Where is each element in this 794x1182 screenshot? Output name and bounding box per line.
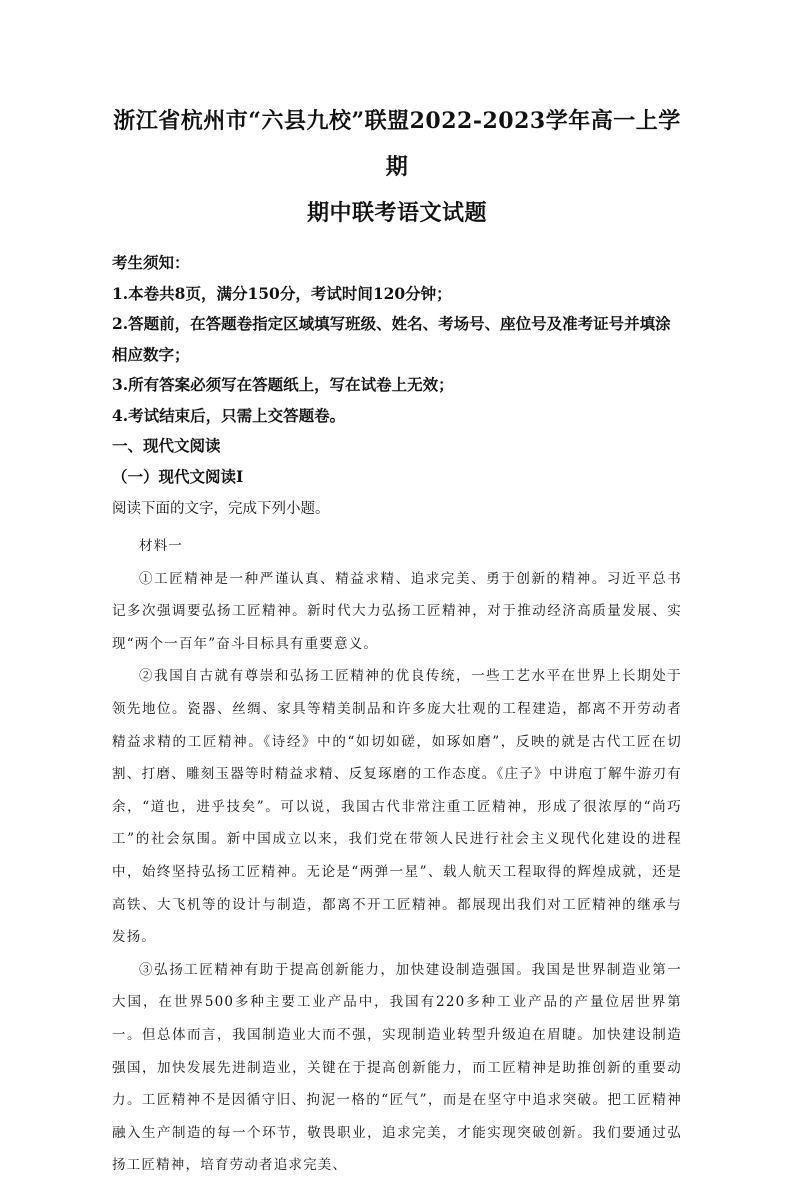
document-title — [112, 0, 682, 236]
passage-paragraph: ①工匠精神是一种严谨认真、精益求精、追求完美、勇于创新的精神。习近平总书记多次强调要弘扬工匠精神。新时代大力弘扬工匠精神，对于推动经济高质量发展、实现“两个一百年”奋斗目标具有重要意义。 — [112, 570, 682, 652]
passage-paragraph: ②我国自古就有尊崇和弘扬工匠精神的优良传统，一些工艺水平在世界上长期处于领先地位。瓷器、丝绸、家具等精美制品和许多庞大壮观的工程建造，都离不开劳动者精益求精的工匠精神。《诗经》中的“如切如磋，如琢如磨”，反映的就是古代工匠在切割、打磨、雕刻玉器等时精益求精、反复琢磨的工作态度。《庄子》中讲庖丁解牛游刃有余，“道也，进乎技矣”。可以说，我国古代非常注重工匠精神，形成了很浓厚的“尚巧工”的社会氛围。新中国成立以来，我们党在带领人民进行社会主义现代化建设的进程中，始终坚持弘扬工匠精神。无论是“两弹一星”、载人航天工程取得的辉煌成就，还是高铁、大飞机等的设计与制造，都离不开工匠精神。都展现出我们对工匠精神的继承与发扬。 — [112, 668, 682, 946]
notice-item: 3.所有答案必须写在答题纸上，写在试卷上无效； — [112, 375, 454, 394]
notice-item: 1.本卷共8页，满分150分，考试时间120分钟； — [112, 283, 452, 303]
title-line-2: 期中联考语文试题 — [306, 200, 487, 226]
notice-heading: 考生须知： — [112, 253, 190, 272]
section-heading: 一、现代文阅读 — [112, 436, 221, 455]
title-line-1: 浙江省杭州市“六县九校”联盟2022-2023学年高一上学期 — [113, 108, 681, 180]
subsection-heading: （一）现代文阅读Ⅰ — [112, 466, 244, 486]
exam-notice — [112, 248, 682, 492]
notice-item: 2.答题前，在答题卷指定区域填写班级、姓名、考场号、座位号及准考证号并填涂相应数字； — [112, 314, 671, 364]
notice-item: 4.考试结束后，只需上交答题卷。 — [112, 405, 346, 425]
reading-passage — [112, 530, 682, 1182]
material-label: 材料一 — [139, 538, 184, 554]
passage-paragraph: ③弘扬工匠精神有助于提高创新能力，加快建设制造强国。我国是世界制造业第一大国，在世界500多种主要工业产品中，我国有220多种工业产品的产量位居世界第一。但总体而言，我国制造业大而不强，实现制造业转型升级迫在眉睫。加快建设制造强国，加快发展先进制造业，关键在于提高创新能力，而工匠精神是助推创新的重要动力。工匠精神不是因循守旧、拘泥一格的“匠气”，而是在坚守中追求突破。把工匠精神融入生产制造的每一个环节，敬畏职业，追求完美，才能实现突破创新。我们要通过弘扬工匠精神，培育劳动者追求完美、 — [112, 961, 682, 1174]
reading-instruction: 阅读下面的文字，完成下列小题。 — [112, 501, 330, 517]
